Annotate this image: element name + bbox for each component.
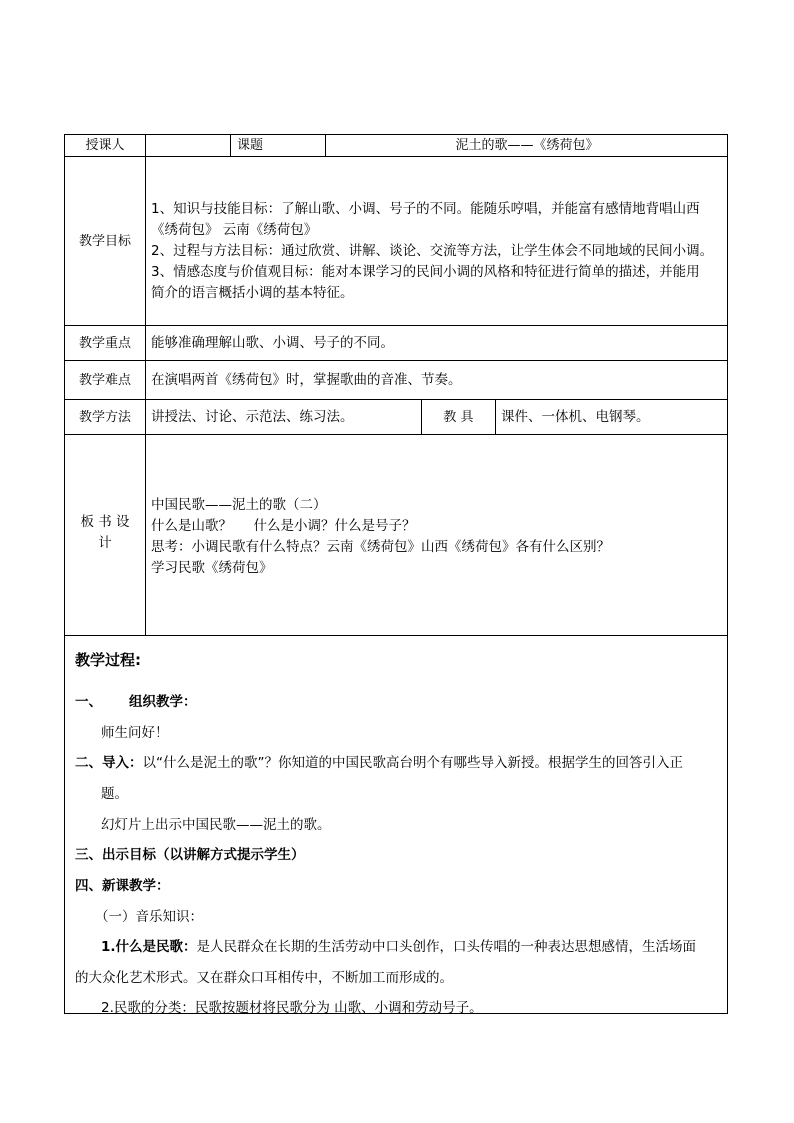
- row-divider: [65, 635, 727, 636]
- objective-line: 1、知识与技能目标：了解山歌、小调、号子的不同。能随乐哼唱，并能富有感情地背唱山西: [151, 201, 700, 217]
- lecturer-value: [146, 135, 230, 156]
- tools-label: 教 具: [443, 409, 474, 425]
- objective-line: 《绣荷包》 云南《绣荷包》: [151, 222, 318, 238]
- methods-label: 教学方法: [78, 409, 131, 425]
- board-line: 中国民歌——泥土的歌（二）: [151, 497, 327, 513]
- lecturer-label: 授课人: [85, 138, 125, 153]
- section-2-line: [75, 751, 683, 771]
- objectives-label: 教学目标: [78, 233, 131, 249]
- column-divider: [145, 135, 146, 635]
- board-line: 什么是山歌？ 什么是小调？什么是号子？: [151, 518, 416, 534]
- section-2-slide: 幻灯片上出示中国民歌——泥土的歌。: [101, 817, 331, 833]
- section-2-title: 二、导入：: [75, 755, 143, 771]
- section-3-title: 三、出示目标（以讲解方式提示学生）: [75, 847, 305, 863]
- methods-value: 讲授法、讨论、示范法、练习法。: [151, 409, 354, 425]
- lesson-plan-table: [64, 134, 728, 1014]
- objective-line: 3、情感态度与价值观目标：能对本课学习的民间小调的风格和特征进行简单的描述，并能用: [151, 264, 700, 280]
- board-content: [151, 495, 726, 579]
- section-1-title: 组织教学：: [129, 694, 197, 710]
- row-divider: [65, 360, 727, 361]
- difficulties-value: 在演唱两首《绣荷包》时，掌握歌曲的音准、节奏。: [151, 372, 462, 388]
- key-points-value: 能够准确理解山歌、小调、号子的不同。: [151, 335, 394, 351]
- column-divider: [495, 399, 496, 434]
- board-label-line: 计: [98, 535, 112, 551]
- tools-value: 课件、一体机、电钢琴。: [501, 409, 650, 425]
- row-divider: [65, 399, 727, 400]
- section-2-continuation: 题。: [101, 786, 128, 802]
- section-4-title: 四、新课教学：: [75, 878, 170, 894]
- section-2-text: 以“什么是泥土的歌”？你知道的中国民歌高台明个有哪些导入新授。根据学生的回答引入正: [142, 755, 683, 771]
- definition-line: [101, 935, 696, 955]
- board-label-line: 板 书 设: [80, 514, 130, 530]
- row-divider: [65, 434, 727, 435]
- board-line: 思考：小调民歌有什么特点？云南《绣荷包》山西《绣荷包》各有什么区别？: [151, 539, 610, 555]
- objectives-content: [151, 199, 726, 304]
- subsection-music-knowledge: （一）音乐知识：: [95, 909, 203, 925]
- topic-value: 泥土的歌——《绣荷包》: [455, 138, 599, 153]
- definition-text: 是人民群众在长期的生活劳动中口头创作，口头传唱的一种表达思想感情，生活场面: [196, 939, 697, 955]
- row-divider: [65, 325, 727, 326]
- topic-label: 课题: [237, 138, 264, 153]
- process-title: 教学过程:: [75, 651, 141, 669]
- board-label: [65, 512, 145, 554]
- definition-continuation: 的大众化艺术形式。又在群众口耳相传中，不断加工而形成的。: [75, 970, 453, 986]
- difficulties-label: 教学难点: [78, 372, 131, 388]
- row-divider: [65, 156, 727, 157]
- objective-line: 2、过程与方法目标：通过欣赏、讲解、谈论、交流等方法，让学生体会不同地域的民间小调。: [151, 243, 714, 259]
- definition-title: 1.什么是民歌：: [101, 939, 197, 955]
- classification-line: 2.民歌的分类：民歌按题材将民歌分为 山歌、小调和劳动号子。: [101, 1000, 483, 1016]
- objective-line: 简介的语言概括小调的基本特征。: [151, 285, 354, 301]
- board-line: 学习民歌《绣荷包》: [151, 560, 273, 576]
- section-1-body: 师生问好！: [101, 725, 169, 741]
- column-divider: [230, 135, 231, 156]
- section-1-number: 一、: [75, 694, 102, 710]
- key-points-label: 教学重点: [78, 335, 131, 351]
